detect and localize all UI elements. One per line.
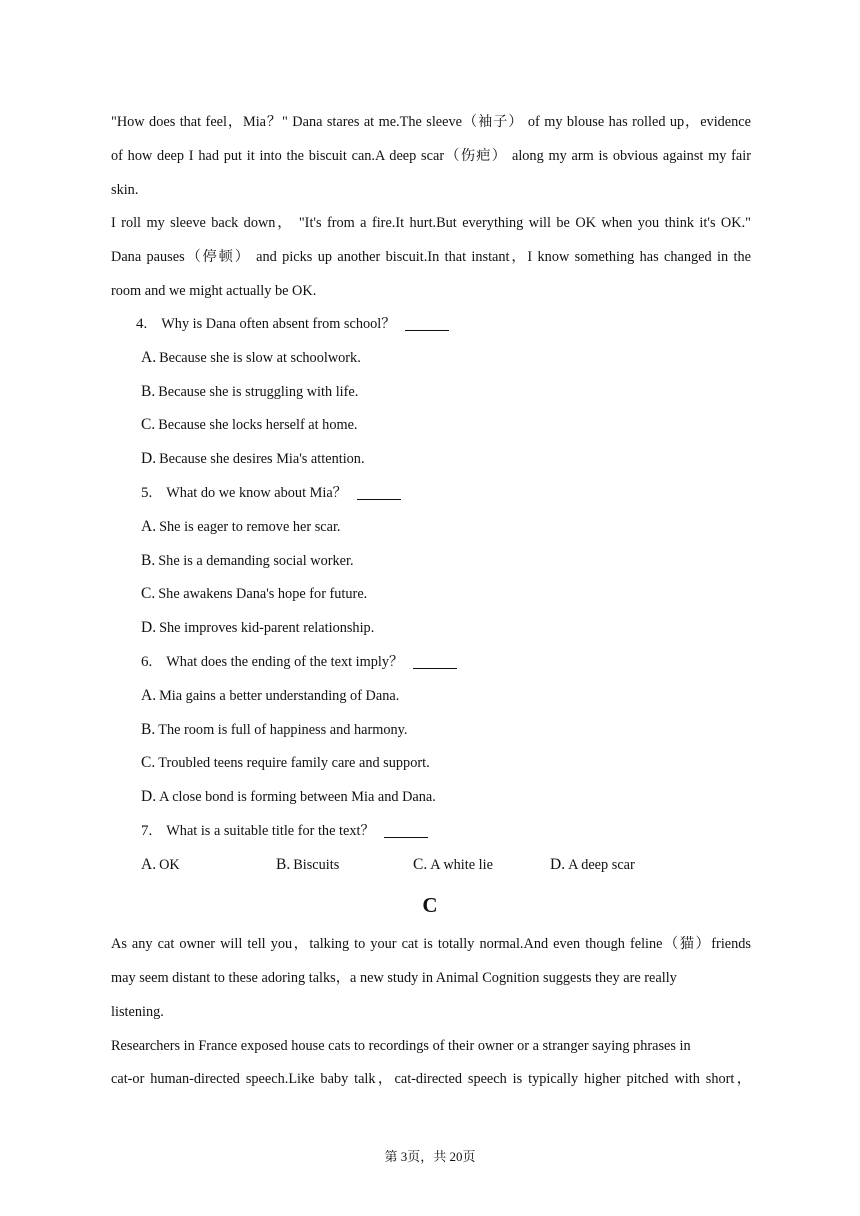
option-text: Biscuits (293, 857, 340, 873)
option (141, 720, 407, 740)
option-letter: B. (141, 721, 156, 738)
option-letter: B. (141, 552, 156, 569)
option (141, 382, 358, 402)
option (276, 855, 339, 875)
option (141, 517, 341, 537)
passage-line: may seem distant to these adoring talks，a new study in Animal Cognition suggests they are really (111, 970, 677, 986)
answer-blank (384, 823, 428, 838)
option (550, 855, 635, 875)
option-letter: C. (413, 856, 428, 873)
question-5 (141, 483, 401, 503)
question-text: Why is Dana often absent from school？ (161, 316, 396, 332)
option (141, 551, 354, 571)
option (141, 584, 367, 604)
passage-line: cat-or human-directed speech.Like baby talk，cat-directed speech is typically higher pitched with short， (111, 1071, 751, 1087)
option-text: OK (159, 857, 180, 873)
option (141, 449, 365, 469)
option-text: Because she is slow at schoolwork. (159, 350, 361, 366)
passage-line: Researchers in France exposed house cats to recordings of their owner or a stranger saying phrases in (111, 1038, 691, 1054)
passage-line: of how deep I had put it into the biscuit can.A deep scar（伤疤） along my arm is obvious against my fair (111, 148, 751, 164)
option-text: Because she desires Mia's attention. (159, 451, 365, 467)
option-text: A deep scar (568, 857, 635, 873)
option-letter: B. (141, 383, 156, 400)
passage-line: room and we might actually be OK. (111, 283, 317, 299)
question-text: What is a suitable title for the text？ (166, 823, 375, 839)
question-number: 6. (141, 654, 153, 670)
option-text: She is a demanding social worker. (158, 553, 354, 569)
answer-blank (413, 654, 457, 669)
passage-line: Dana pauses（停顿） and picks up another biscuit.In that instant，I know something has changed in the (111, 249, 751, 265)
option-text: She awakens Dana's hope for future. (158, 586, 368, 602)
question-7 (141, 821, 428, 841)
option-text: Because she locks herself at home. (158, 417, 358, 433)
option-letter: C. (141, 416, 156, 433)
option-text: Mia gains a better understanding of Dana. (159, 688, 400, 704)
option-letter: C. (141, 754, 156, 771)
option-text: The room is full of happiness and harmony. (158, 722, 408, 738)
passage-line: I roll my sleeve back down， "It's from a fire.It hurt.But everything will be OK when you think it's OK." (111, 215, 751, 231)
option-letter: D. (141, 450, 157, 467)
option-letter: B. (276, 856, 291, 873)
option-letter: A. (141, 518, 157, 535)
question-number: 5. (141, 485, 153, 501)
answer-blank (357, 485, 401, 500)
passage-line: "How does that feel，Mia？" Dana stares at me.The sleeve（袖子） of my blouse has rolled up，evidence (111, 114, 751, 130)
passage-line: As any cat owner will tell you，talking to your cat is totally normal.And even though feline（猫）friends (111, 936, 751, 952)
option-text: She is eager to remove her scar. (159, 519, 341, 535)
question-number: 7. (141, 823, 153, 839)
option (141, 753, 430, 773)
option (141, 348, 361, 368)
question-number: 4. (136, 316, 148, 332)
option-text: A close bond is forming between Mia and Dana. (159, 789, 436, 805)
question-6 (141, 652, 457, 672)
option-text: Troubled teens require family care and support. (158, 755, 430, 771)
question-4 (136, 314, 449, 334)
option-text: Because she is struggling with life. (158, 384, 359, 400)
option (413, 855, 493, 875)
section-heading: C (422, 893, 438, 917)
option-letter: A. (141, 349, 157, 366)
option-letter: D. (141, 788, 157, 805)
option-text: She improves kid-parent relationship. (159, 620, 375, 636)
option (141, 415, 358, 435)
option-letter: A. (141, 856, 157, 873)
option (141, 855, 180, 875)
option-letter: D. (141, 619, 157, 636)
option-text: A white lie (430, 857, 493, 873)
option (141, 618, 374, 638)
option (141, 787, 436, 807)
answer-blank (405, 316, 449, 331)
option-letter: C. (141, 585, 156, 602)
option (141, 686, 399, 706)
passage-line: listening. (111, 1004, 164, 1020)
question-text: What does the ending of the text imply？ (166, 654, 404, 670)
question-text: What do we know about Mia？ (166, 485, 347, 501)
passage-line: skin. (111, 182, 139, 198)
option-letter: D. (550, 856, 566, 873)
page-footer: 第 3页，共 20页 (384, 1149, 476, 1164)
option-letter: A. (141, 687, 157, 704)
